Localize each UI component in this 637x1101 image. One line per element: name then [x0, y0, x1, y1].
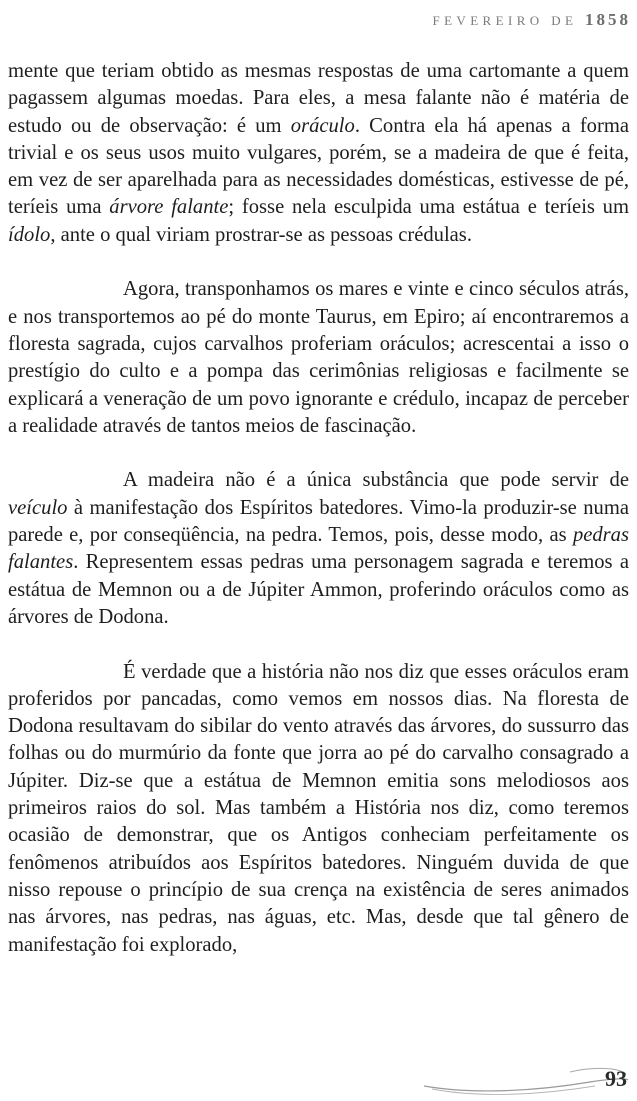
- p1-italic-oraculo: oráculo: [290, 114, 355, 137]
- p1-italic-arvore-falante: árvore falante: [109, 196, 229, 219]
- p1-text-a: mente que teriam obtido as mesmas respostas de uma cartomante a quem pagassem algumas moedas. Para eles, a mesa falante não é matéria de estudo ou de observação: é um: [8, 60, 629, 137]
- p1-text-g: , ante o qual viriam prostrar-se as pessoas crédulas.: [50, 223, 472, 246]
- p3-text-e: . Representem essas pedras uma personagem sagrada e teremos a estátua de Memnon ou a de Júpiter Ammon, proferindo oráculos como as árvores de Dodona.: [8, 551, 629, 628]
- page-number: 93: [605, 1066, 627, 1091]
- paragraph-1: [8, 58, 629, 249]
- folio-ornament-icon: [420, 1060, 630, 1100]
- running-title: FEVEREIRO DE: [432, 13, 578, 28]
- paragraph-3: [8, 467, 629, 631]
- p1-text-c: . Contra ela há apenas a forma trivial e os seus usos muito vulgares, porém, se a madeira de que é feita, em vez de ser aparelhada para as necessidades domésticas, estivesse de pé, teríeis uma: [8, 114, 629, 219]
- p3-italic-veiculo: veículo: [8, 496, 68, 519]
- p3-text-a: A madeira não é a única substância que pode servir de: [123, 469, 629, 492]
- body-text: [8, 58, 629, 959]
- paragraph-2: Agora, transponhamos os mares e vinte e cinco séculos atrás, e nos transportemos ao pé do monte Taurus, em Epiro; aí encontraremos a floresta sagrada, cujos carvalhos proferiam oráculos; acrescentai a isso o prestígio do culto e a pompa das cerimônias religiosas e facilmente se explicará a veneração de um povo ignorante e crédulo, incapaz de perceber a realidade através de tantos meios de fascinação.: [8, 278, 629, 437]
- p1-italic-idolo: ídolo: [8, 223, 51, 246]
- p3-text-c: à manifestação dos Espíritos batedores. Vimo-la produzir-se numa parede e, por conseqüência, na pedra. Temos, pois, desse modo, as: [8, 496, 629, 547]
- running-year: 1858: [585, 10, 631, 29]
- paragraph-4: É verdade que a história não nos diz que esses oráculos eram proferidos por pancadas, como vemos em nossos dias. Na floresta de Dodona resultavam do sibilar do vento através das árvores, do sussurro das folhas ou do murmúrio da fonte que jorra ao pé do carvalho consagrado a Júpiter. Diz-se que a estátua de Memnon emitia sons melodiosos aos primeiros raios do sol. Mas também a História nos diz, como teremos ocasião de demonstrar, que os Antigos conheciam perfeitamente os fenômenos atribuídos aos Espíritos batedores. Ninguém duvida de que nisso repouse o princípio de sua crença na existência de seres animados nas árvores, nas pedras, nas águas, etc. Mas, desde que tal gênero de manifestação foi explorado,: [8, 660, 629, 956]
- p3-italic-pedras-falantes: pedras falantes: [8, 524, 629, 574]
- p1-text-e: ; fosse nela esculpida uma estátua e teríeis um: [228, 196, 629, 219]
- running-header: [432, 10, 631, 30]
